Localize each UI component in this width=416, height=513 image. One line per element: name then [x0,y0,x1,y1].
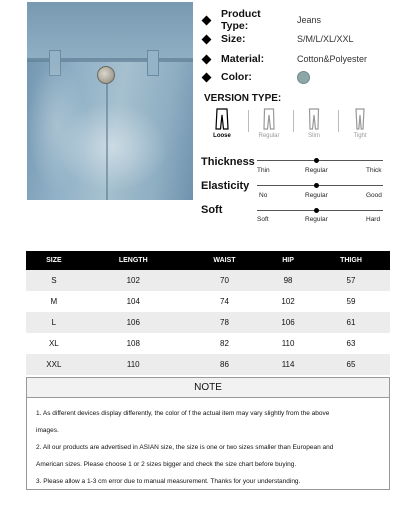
scale-line [257,185,383,186]
note-box [26,377,390,490]
scale-label-high: Hard [366,216,381,223]
spec-label: Size: [221,33,246,45]
note-line: 1. As different devices display differently, the color of f the actual item may vary slightly from the above [36,410,330,417]
table-cell: XXL [26,354,82,375]
scale-marker[interactable] [314,208,319,213]
column-header: THIGH [312,251,390,270]
scale-title: Elasticity [201,180,250,192]
note-title: NOTE [27,378,389,398]
table-row [26,354,390,375]
table-cell: XL [26,333,82,354]
version-option-loose[interactable] [198,108,246,148]
scale-label-low: No [259,192,268,199]
table-row [26,270,390,291]
slim-pants-icon [307,108,321,130]
note-line: American sizes. Please choose 1 or 2 sizes bigger and check the size chart before buying. [36,461,297,468]
bullet-icon [202,34,212,44]
bullet-icon [202,15,212,25]
scale-label-high: Thick [366,167,382,174]
table-row [26,312,390,333]
table-cell: 57 [312,270,390,291]
loose-pants-icon [215,108,229,130]
bullet-icon [202,72,212,82]
version-type-title: VERSION TYPE: [204,93,282,104]
table-cell: 104 [82,291,185,312]
table-cell: S [26,270,82,291]
column-header: HIP [264,251,312,270]
scale-marker[interactable] [314,183,319,188]
table-cell: M [26,291,82,312]
spec-value: Jeans [297,15,322,25]
spec-value: Cotton&Polyester [297,54,368,64]
table-cell: 110 [82,354,185,375]
table-cell: 114 [264,354,312,375]
scale-label-high: Good [366,192,382,199]
regular-pants-icon [262,108,276,130]
spec-size [203,31,354,47]
product-photo [27,2,193,200]
spec-label: Product Type: [221,8,261,32]
bullet-icon [202,54,212,64]
scale-label-mid: Regular [305,216,328,223]
version-label: Regular [258,133,280,139]
table-cell: 108 [82,333,185,354]
spec-product-type [203,8,322,32]
table-cell: L [26,312,82,333]
table-cell: 74 [185,291,264,312]
table-cell: 102 [82,270,185,291]
version-label: Tight [353,133,367,139]
table-cell: 106 [82,312,185,333]
table-cell: 98 [264,270,312,291]
scale-title: Thickness [201,156,255,168]
version-option-regular[interactable] [245,108,293,148]
spec-color [203,69,310,85]
column-header: WAIST [185,251,264,270]
table-cell: 65 [312,354,390,375]
table-cell: 86 [185,354,264,375]
table-cell: 82 [185,333,264,354]
table-header-row [26,251,390,270]
version-option-tight[interactable] [336,108,384,148]
version-option-slim[interactable] [290,108,338,148]
version-label: Slim [308,133,320,139]
table-cell: 63 [312,333,390,354]
table-cell: 106 [264,312,312,333]
spec-label: Material: [221,53,265,65]
size-chart-table [26,251,390,375]
scale-line [257,210,383,211]
scale-label-mid: Regular [305,167,328,174]
belt-loop [147,50,159,76]
note-line: 3. Please allow a 1-3 cm error due to manual measurement. Thanks for your understanding. [36,478,301,485]
table-cell: 70 [185,270,264,291]
scale-label-low: Thin [257,167,270,174]
spec-value: S/M/L/XL/XXL [297,34,354,44]
note-body [27,398,389,490]
scale-label-mid: Regular [305,192,328,199]
note-line: 2. All our products are advertised in ASIAN size, the size is one or two sizes smaller than European and [36,444,334,451]
table-cell: 61 [312,312,390,333]
version-label: Loose [213,133,231,139]
column-header: SIZE [26,251,82,270]
scale-label-low: Soft [257,216,269,223]
scale-marker[interactable] [314,158,319,163]
table-cell: 78 [185,312,264,333]
table-cell: 59 [312,291,390,312]
color-swatch[interactable] [297,71,310,84]
table-row [26,291,390,312]
scale-title: Soft [201,204,223,216]
jeans-fly [106,84,108,200]
table-cell: 110 [264,333,312,354]
table-cell: 102 [264,291,312,312]
table-row [26,333,390,354]
denim-fade [57,102,167,192]
column-header: LENGTH [82,251,185,270]
jeans-button [97,66,115,84]
spec-material [203,51,367,67]
tight-pants-icon [353,108,367,130]
note-line: images. [36,427,59,434]
spec-label: Color: [221,71,252,83]
scale-line [257,160,383,161]
